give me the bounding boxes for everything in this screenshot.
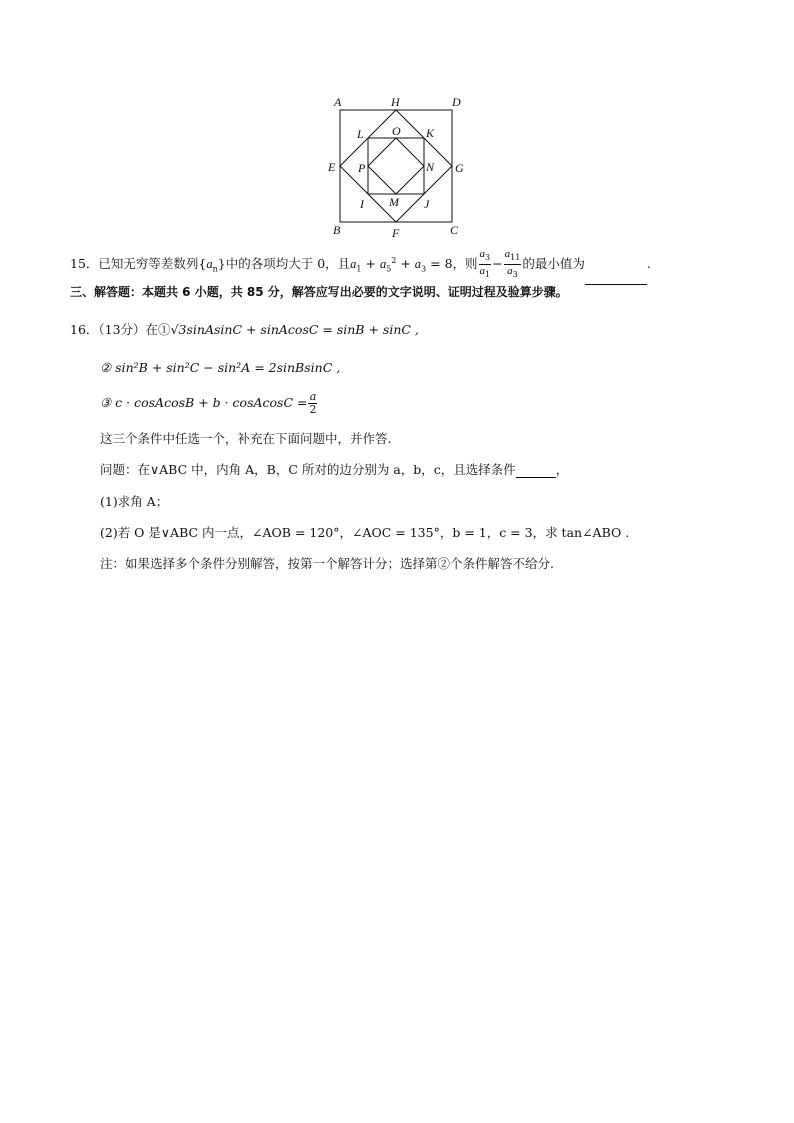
label-j: J — [424, 197, 430, 211]
question-16-problem — [100, 462, 568, 478]
nested-squares-diagram — [326, 94, 468, 242]
label-k: K — [426, 126, 435, 140]
question-16-condition-2: ② sin²B + sin²C − sin²A = 2sinBsinC , — [100, 360, 341, 375]
q16-problem-text: 问题：在∨ABC 中，内角 A，B，C 所对的边分别为 a，b，c，且选择条件 — [100, 462, 516, 477]
q15-end: . — [646, 256, 651, 272]
question-15: 15．已知无穷等差数列$\{a_n\}$中的各项均大于 0，且$a_1 + a_5^2 + a_3 = 8$，则 $\frac{a_3}{a_1}$ − $\frac{a_{11}}{a_3}$ 的最小值为 . — [70, 246, 651, 285]
section-3-header: 三、解答题：本题共 6 小题，共 85 分，解答应写出必要的文字说明、证明过程及验算步骤。 — [70, 285, 568, 299]
label-g: G — [455, 161, 464, 175]
sqrt-icon: √ — [170, 322, 179, 337]
q16-condition-3: ③ c · cosAcosB + b · cosAcosC = — [100, 395, 308, 410]
question-16-part-1: (1)求角 A； — [100, 494, 169, 509]
label-h: H — [391, 95, 400, 109]
question-16-note: 注：如果选择多个条件分别解答，按第一个解答计分；选择第②个条件解答不给分. — [100, 556, 554, 571]
q15-text-1: 已知无穷等差数列 — [98, 256, 199, 272]
q15-text-4: 的最小值为 — [522, 256, 585, 272]
q15-text-2: 中的各项均大于 0，且 — [225, 256, 351, 272]
label-b: B — [333, 223, 341, 237]
label-n: N — [426, 160, 435, 174]
label-l: L — [357, 127, 364, 141]
q16-problem-end: ， — [555, 462, 569, 477]
q15-condition: $a_1 + a_5^2 + a_3$ — [350, 256, 427, 274]
q15-text-3: ，则 — [452, 256, 478, 272]
q15-fraction-1: $\frac{a_3}{a_1}$ — [479, 247, 491, 280]
q16-condition-blank[interactable] — [516, 465, 556, 478]
label-f: F — [392, 226, 400, 240]
label-d: D — [452, 95, 461, 109]
label-a: A — [334, 95, 342, 109]
q16-condition-1: 3sinAsinC + sinAcosC = sinB + sinC , — [178, 322, 419, 337]
label-i: I — [360, 197, 364, 211]
diamond-onmp — [368, 138, 424, 194]
q15-equals: = 8 — [430, 256, 453, 272]
q15-answer-blank[interactable] — [585, 272, 647, 285]
q15-sequence: $\{a_n\}$ — [198, 256, 226, 274]
geometry-figure — [326, 94, 468, 242]
question-16-instruction: 这三个条件中任选一个，补充在下面问题中，并作答. — [100, 431, 392, 446]
square-lkji — [368, 138, 424, 194]
label-p: P — [358, 161, 366, 175]
question-16-condition-1 — [70, 322, 419, 338]
label-o: O — [392, 124, 401, 138]
label-e: E — [328, 160, 336, 174]
label-m: M — [389, 195, 399, 209]
q16-head: 16．（13分）在① — [70, 322, 171, 337]
q15-fraction-2: $\frac{a_{11}}{a_3}$ — [504, 247, 521, 280]
q16-fraction-a-over-2: $\frac{a}{2}$ — [309, 390, 317, 416]
question-16-part-2: (2)若 O 是∨ABC 内一点，∠AOB = 120°，∠AOC = 135°，b = 1，c = 3，求 tan∠ABO . — [100, 525, 630, 540]
q15-number: 15． — [70, 256, 99, 272]
question-16-condition-3 — [100, 386, 318, 420]
label-c: C — [450, 223, 459, 237]
